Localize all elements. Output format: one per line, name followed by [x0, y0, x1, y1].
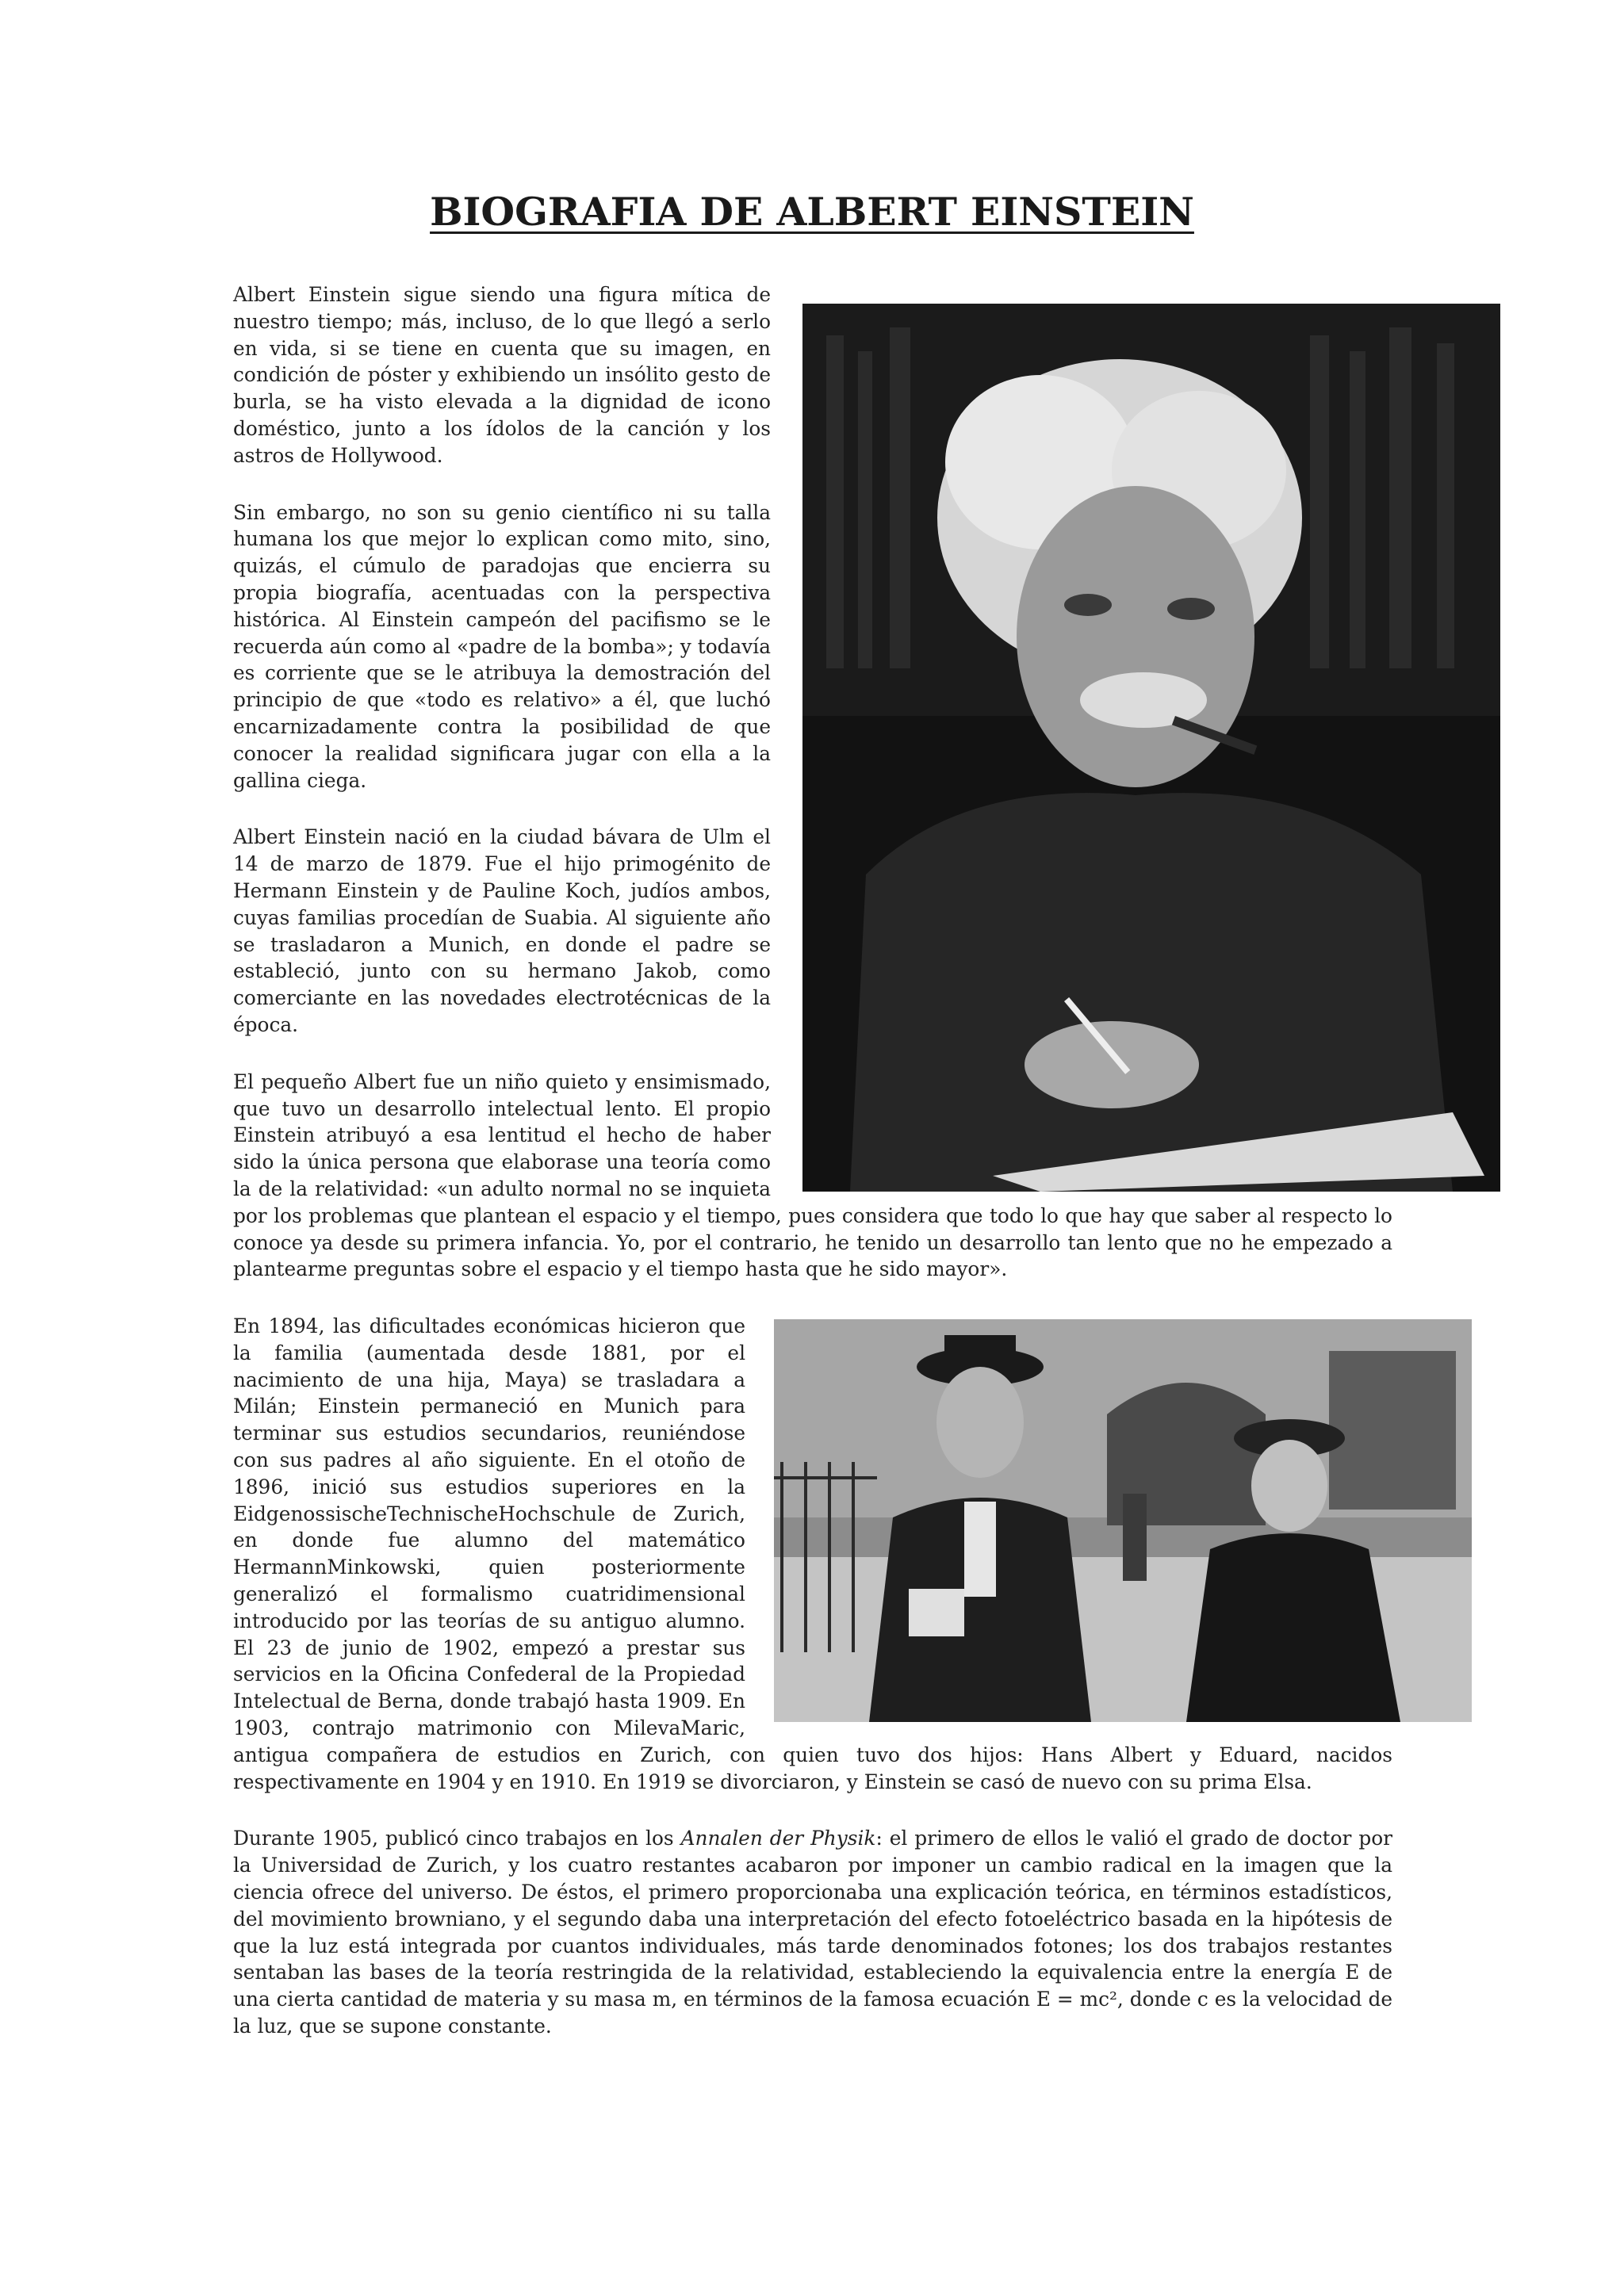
einstein-portrait-photo [802, 304, 1500, 1192]
paragraph-6-end: : el primero de ellos le valió el grado de doctor por la Universidad de Zurich, y los cuatro restantes acabaron por imponer un cambio radical en la imagen que la ciencia ofrece del universo. De éstos, el primero proporcionaba una explicación teórica, en términos estadísticos, del movimiento browniano, y el segundo daba una interpretación del efecto fotoeléctrico basada en la hipótesis de que la luz está integrada por cuantos individuales, más tarde denominados fotones; los dos trabajos restantes sentaban las bases de la teoría restringida de la relatividad, estableciendo la equivalencia entre la energía E de una cierta cantidad de materia y su masa m, en términos de la famosa ecuación E = mc², donde c es la velocidad de la luz, que se supone constante. [233, 1827, 1392, 2038]
page-title: BIOGRAFIA DE ALBERT EINSTEIN [430, 189, 1194, 235]
article-body [233, 281, 1392, 2070]
portrait-image [802, 304, 1500, 1192]
paragraph-4: El pequeño Albert fue un niño quieto y ensimismado, que tuvo un desarrollo intelectual lento. El propio Einstein atribuyó a esa lentitud el hecho de haber sido la única persona que elaborase una teoría como la de la relatividad: «un adulto normal no se inquieta por los problemas que plantean el espacio y el tiempo, pues considera que todo lo que hay que saber al respecto lo conoce ya desde su primera infancia. Yo, por el contrario, he tenido un desarrollo tan lento que no he empezado a plantearme preguntas sobre el espacio y el tiempo hasta que he sido mayor». [233, 1070, 1392, 1281]
paragraph-1: Albert Einstein sigue siendo una figura mítica de nuestro tiempo; más, incluso, de lo que llegó a serlo en vida, si se tiene en cuenta que su imagen, en condición de póster y exhibiendo un insólito gesto de burla, se ha visto elevada a la dignidad de icono doméstico, junto a los ídolos de la canción y los astros de Hollywood. [233, 283, 771, 467]
einstein-and-elsa-street-photo [774, 1319, 1472, 1722]
paragraph-3: Albert Einstein nació en la ciudad bávara de Ulm el 14 de marzo de 1879. Fue el hijo primogénito de Hermann Einstein y de Pauline Koch, judíos ambos, cuyas familias procedían de Suabia. Al siguiente año se trasladaron a Munich, en donde el padre se estableció, junto con su hermano Jakob, como comerciante en las novedades electrotécnicas de la época. [233, 825, 771, 1036]
street-image [774, 1319, 1472, 1722]
paragraph-5: En 1894, las dificultades económicas hicieron que la familia (aumentada desde 1881, por el nacimiento de una hija, Maya) se trasladara a Milán; Einstein permaneció en Munich para terminar sus estudios secundarios, reuniéndose con sus padres al año siguiente. En el otoño de 1896, inició sus estudios superiores en la EidgenossischeTechnischeHochschule de Zurich, en donde fue alumno del matemático HermannMinkowski, quien posteriormente generalizó el formalismo cuatridimensional introducido por las teorías de su antiguo alumno. El 23 de junio de 1902, empezó a prestar sus servicios en la Oficina Confederal de la Propiedad Intelectual de Berna, donde trabajó hasta 1909. En 1903, contrajo matrimonio con MilevaMaric, antigua compañera de estudios en Zurich, con quien tuvo dos hijos: Hans Albert y Eduard, nacidos respectivamente en 1904 y en 1910. En 1919 se divorciaron, y Einstein se casó de nuevo con su prima Elsa. [233, 1314, 1392, 1793]
paragraph-2: Sin embargo, no son su genio científico ni su talla humana los que mejor lo explican como mito, sino, quizás, el cúmulo de paradojas que encierra su propia biografía, acentuadas con la perspectiva histórica. Al Einstein campeón del pacifismo se le recuerda aún como al «padre de la bomba»; y todavía es corriente que se le atribuya la demostración del principio de que «todo es relativo» a él, que luchó encarnizadamente contra la posibilidad de que conocer la realidad significara jugar con ella a la gallina ciega. [233, 500, 771, 792]
paragraph-6-start: Durante 1905, publicó cinco trabajos en los [233, 1827, 681, 1850]
journal-title: Annalen der Physik [680, 1827, 876, 1850]
paragraph-6 [233, 1825, 1392, 2039]
